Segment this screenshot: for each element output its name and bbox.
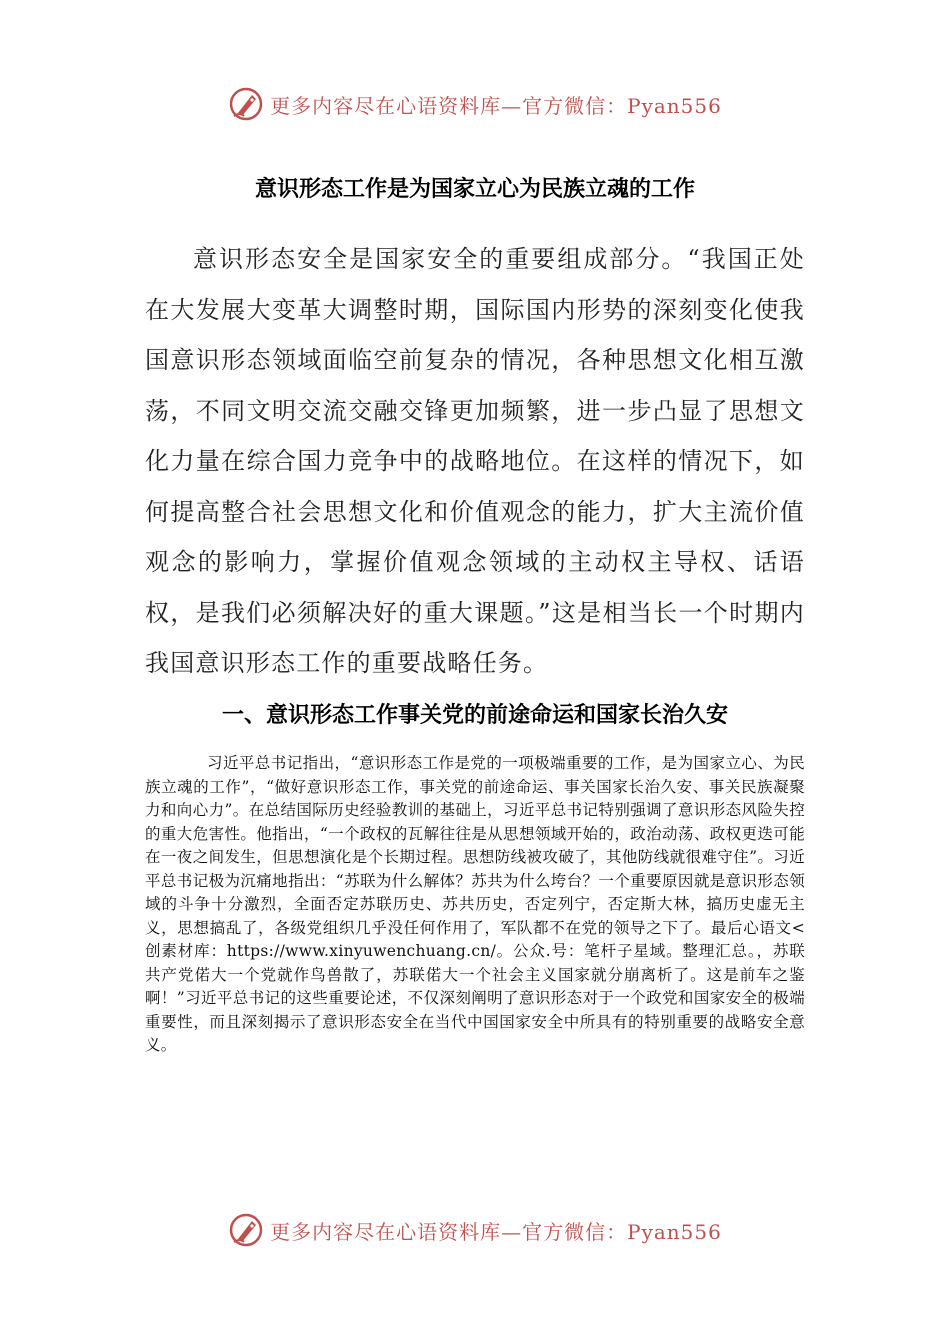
pen-nib-logo-icon [228, 86, 264, 122]
header-watermark-banner [0, 82, 950, 126]
section-paragraph: 习近平总书记指出，“意识形态工作是党的一项极端重要的工作，是为国家立心、为民族立魂的工作”，“做好意识形态工作，事关党的前途命运、事关国家长治久安、事关民族凝聚力和向心力”。在总结国际历史经验教训的基础上，习近平总书记特别强调了意识形态风险失控的重大危害性。他指出，“一个政权的瓦解往往是从思想领域开始的，政治动荡、政权更迭可能在一夜之间发生，但思想演化是个长期过程。思想防线被攻破了，其他防线就很难守住”。习近平总书记极为沉痛地指出：“苏联为什么解体？苏共为什么垮台？一个重要原因就是意识形态领域的斗争十分激烈，全面否定苏联历史、苏共历史，否定列宁，否定斯大林，搞历史虚无主义，思想搞乱了，各级党组织几乎没任何作用了，军队都不在党的领导之下了。最后心语文<创素材库：https://www.xinyuwenchuang.cn/。公众.号：笔杆子星域。整理汇总。，苏联共产党偌大一个党就作鸟兽散了，苏联偌大一个社会主义国家就分崩离析了。这是前车之鉴啊！”习近平总书记的这些重要论述，不仅深刻阐明了意识形态对于一个政党和国家安全的极端重要性，而且深刻揭示了意识形态安全在当代中国国家安全中所具有的特别重要的战略安全意义。 [145, 754, 805, 1054]
intro-paragraph: 意识形态安全是国家安全的重要组成部分。“我国正处在大发展大变革大调整时期，国际国内形势的深刻变化使我国意识形态领域面临空前复杂的情况，各种思想文化相互激荡，不同文明交流交融交锋更加频繁，进一步凸显了思想文化力量在综合国力竞争中的战略地位。在这样的情况下，如何提高整合社会思想文化和价值观念的能力，扩大主流价值观念的影响力，掌握价值观念领域的主动权主导权、话语权，是我们必须解决好的重大课题。”这是相当长一个时期内我国意识形态工作的重要战略任务。 [145, 245, 805, 677]
header-banner-text: 更多内容尽在心语资料库—官方微信：Pyan556 [270, 93, 722, 118]
section-heading: 一、意识形态工作事关党的前途命运和国家长治久安 [221, 703, 728, 728]
document-title: 意识形态工作是为国家立心为民族立魂的工作 [254, 177, 695, 202]
footer-watermark-banner [0, 1208, 950, 1252]
pen-nib-logo-icon [228, 1212, 264, 1248]
footer-banner-text: 更多内容尽在心语资料库—官方微信：Pyan556 [270, 1219, 722, 1244]
